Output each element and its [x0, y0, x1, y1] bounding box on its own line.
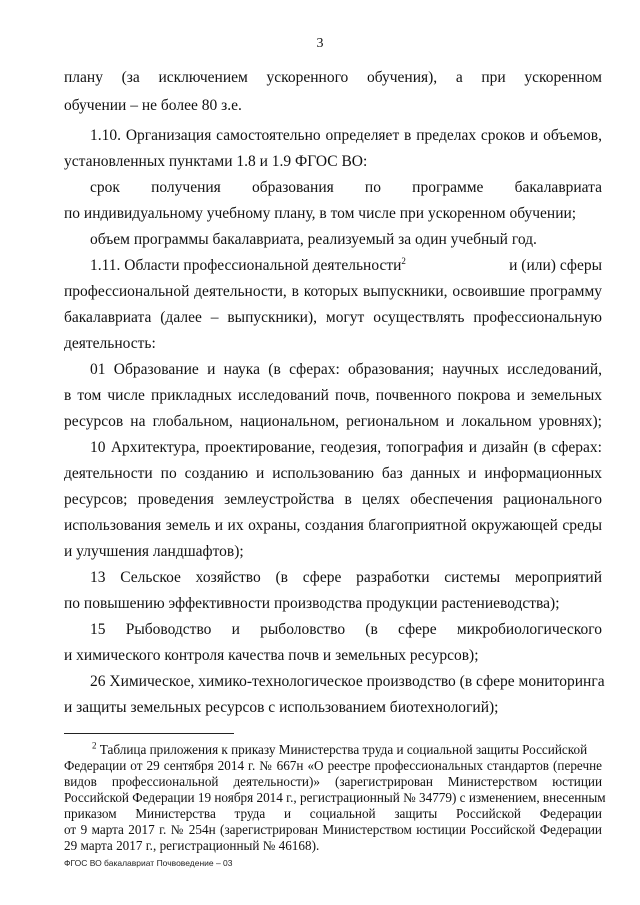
- text-line: обучении – не более 80 з.е.: [64, 97, 242, 114]
- text-line: 1.10. Организация самостоятельно определяет в пределах сроков и объемов,: [90, 127, 602, 144]
- document-footer-label: ФГОС ВО бакалавриат Почвоведение – 03: [64, 858, 233, 868]
- text-line: ресурсов на глобальном, национальном, региональном и локальном уровнях);: [64, 413, 602, 430]
- text-line: 13 Сельское хозяйство (в сфере разработки системы мероприятий: [90, 569, 602, 586]
- text-line: 15 Рыбоводство и рыболовство (в сфере микробиологического: [90, 621, 602, 638]
- footnote-line: Федерации от 29 сентября 2014 г. № 667н «О реестре профессиональных стандартов (перечне: [64, 758, 602, 773]
- text-fragment: и (или) сферы: [509, 257, 602, 274]
- footnote-marker: 2: [92, 740, 97, 751]
- text-line: в том числе прикладных исследований почв, почвенного покрова и земельных: [64, 387, 602, 404]
- text-line: 26 Химическое, химико-технологическое производство (в сфере мониторинга: [90, 673, 605, 690]
- text-line: деятельности по созданию и использованию баз данных и информационных: [64, 465, 602, 482]
- text-line: по повышению эффективности производства продукции растениеводства);: [64, 595, 560, 612]
- footnote-line: видов профессиональной деятельности)» (зарегистрирован Министерством юстиции: [64, 774, 602, 789]
- text-line: ресурсов; проведения землеустройства в целях обеспечения рационального: [64, 491, 602, 508]
- text-line: и защиты земельных ресурсов с использованием биотехнологий);: [64, 699, 499, 716]
- text-line: бакалавриата (далее – выпускники), могут осуществлять профессиональную: [64, 309, 602, 326]
- text-line-1-11: [90, 256, 602, 276]
- text-line: срок получения образования по программе бакалавриата: [90, 179, 602, 196]
- text-line: установленных пунктами 1.8 и 1.9 ФГОС ВО:: [64, 153, 368, 170]
- text-line: деятельность:: [64, 335, 156, 352]
- text-fragment: 1.11. Области профессиональной деятельности: [90, 257, 402, 274]
- footnote-text: Таблица приложения к приказу Министерства труда и социальной защиты Российской: [99, 742, 588, 757]
- footnote-divider: [64, 733, 234, 734]
- footnote-line: от 9 марта 2017 г. № 254н (зарегистрирован Министерством юстиции Российской Федерации: [64, 822, 602, 837]
- text-line: по индивидуальному учебному плану, в том числе при ускоренном обучении;: [64, 205, 577, 222]
- text-line: 10 Архитектура, проектирование, геодезия, топография и дизайн (в сферах:: [90, 439, 602, 456]
- text-line: 01 Образование и наука (в сферах: образования; научных исследований,: [90, 361, 602, 378]
- text-line: использования земель и их охраны, создания благоприятной окружающей среды: [64, 517, 602, 534]
- text-line: и химического контроля качества почв и земельных ресурсов);: [64, 647, 479, 664]
- footnote-line: Российской Федерации 19 ноября 2014 г., регистрационный № 34779) с изменением, внесенным: [64, 790, 606, 805]
- text-line: и улучшения ландшафтов);: [64, 543, 244, 560]
- footnote-line: 29 марта 2017 г., регистрационный № 46168).: [64, 838, 320, 853]
- text-line: объем программы бакалавриата, реализуемый за один учебный год.: [90, 231, 537, 248]
- text-line: плану (за исключением ускоренного обучения), а при ускоренном: [64, 69, 602, 86]
- page-number: 3: [316, 36, 324, 51]
- text-line: профессиональной деятельности, в которых выпускники, освоившие программу: [64, 283, 602, 300]
- footnote-line: [92, 742, 602, 758]
- footnote-line: приказом Министерства труда и социальной защиты Российской Федерации: [64, 806, 602, 821]
- footnote-ref: 2: [401, 255, 406, 266]
